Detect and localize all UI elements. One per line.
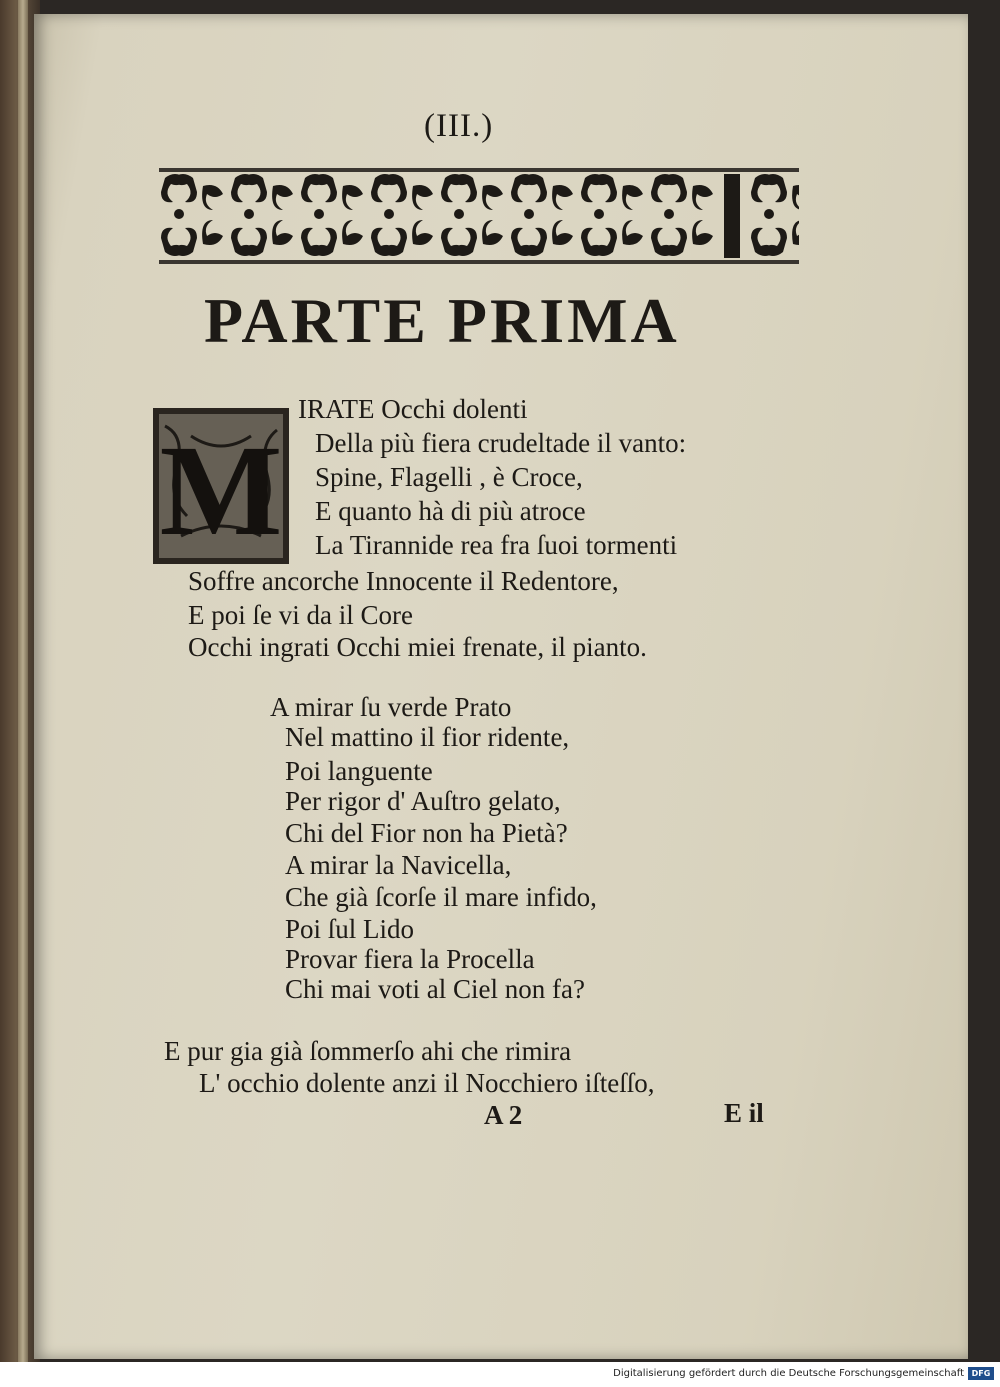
book-page — [34, 14, 968, 1359]
decorative-headpiece-ornament — [159, 166, 799, 266]
verse-line: Occhi ingrati Occhi miei frenate, il pianto. — [188, 632, 647, 662]
verse-line: Per rigor d' Auſtro gelato, — [285, 786, 561, 816]
verse-line: Soffre ancorche Innocente il Redentore, — [188, 566, 619, 596]
verse-line: IRATE Occhi dolenti — [298, 394, 528, 424]
page-number: (III.) — [424, 108, 494, 144]
verse-line: E poi ſe vi da il Core — [188, 600, 413, 630]
decorated-initial-letter — [151, 406, 291, 566]
verse-line: Poi ſul Lido — [285, 914, 415, 944]
dfg-logo-icon: DFG — [968, 1367, 994, 1380]
catchword: E il — [724, 1098, 764, 1128]
verse-line: La Tirannide rea fra ſuoi tormenti — [315, 530, 678, 560]
verse-line: E pur gia già ſommerſo ahi che rimira — [164, 1036, 572, 1066]
verse-line: E quanto hà di più atroce — [315, 496, 586, 526]
section-title: PARTE PRIMA — [204, 285, 680, 356]
verse-line: Provar fiera la Procella — [285, 944, 535, 974]
verse-line: Chi mai voti al Ciel non fa? — [285, 974, 585, 1004]
verse-line: Poi languente — [285, 756, 433, 786]
funding-credit: Digitalisierung gefördert durch die Deutsche Forschungsgemeinschaft — [613, 1368, 964, 1379]
initial-letter-graphic — [151, 406, 291, 566]
headpiece-ornament-graphic — [159, 166, 799, 266]
verse-line: Della più fiera crudeltade il vanto: — [315, 428, 687, 458]
verse-line: A mirar la Navicella, — [285, 850, 512, 880]
verse-line: Che già ſcorſe il mare infido, — [285, 882, 597, 912]
signature-mark: A 2 — [484, 1100, 523, 1130]
verse-line: Chi del Fior non ha Pietà? — [285, 818, 568, 848]
initial-letter: M — [159, 419, 283, 563]
verse-line: A mirar ſu verde Prato — [270, 692, 512, 722]
verse-line: Nel mattino il fior ridente, — [285, 722, 570, 752]
verse-line: Spine, Flagelli , è Croce, — [315, 462, 583, 492]
verse-line: L' occhio dolente anzi il Nocchiero iſteſſo, — [199, 1068, 655, 1098]
footer-bar — [0, 1362, 1000, 1387]
adjacent-page-edge — [18, 0, 28, 1362]
